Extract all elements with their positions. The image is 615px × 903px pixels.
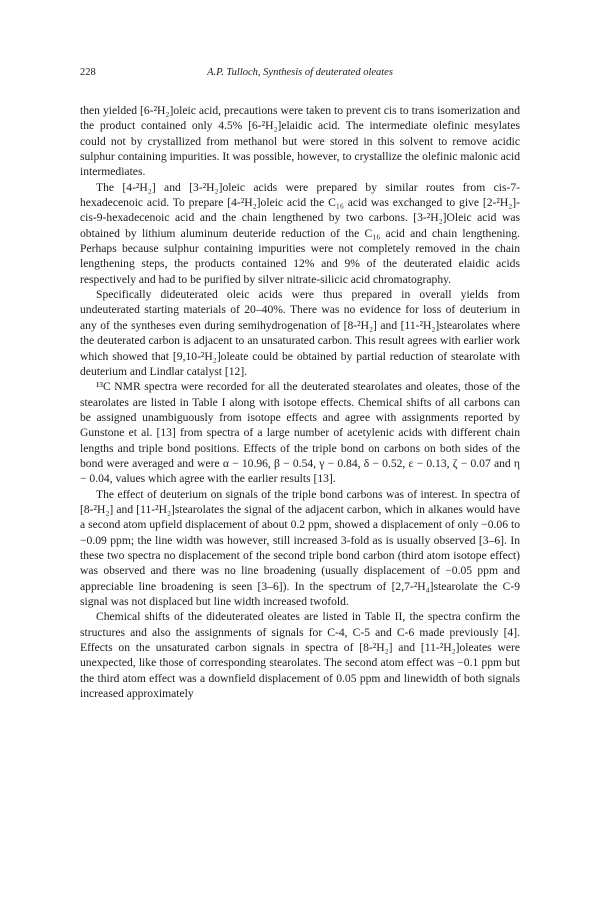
paragraph: then yielded [6-²H₂]oleic acid, precautions were taken to prevent cis to trans isomerization and the product contained only 4.5% [6-²H₂]elaidic acid. The intermediate olefinic mesylates could not by crystallized from methanol but were stored in this solvent to remove acidic sulphur containing impurities. It was possible, however, to crystallize the olefinic malonic acid intermediates. bbox=[80, 104, 520, 179]
paragraph: Specifically dideuterated oleic acids were thus prepared in overall yields from undeuterated starting materials of 20–40%. There was no evidence for loss of deuterium in any of the syntheses even during semihydrogenation of [8-²H₂] and [11-²H₂]stearolates where the deuterated carbon is adjacent to an unsaturated carbon. This result agrees with earlier work which showed that [9,10-²H₂]oleate could be obtained by partial reduction of stearolate with deuterium and Lindlar catalyst [12]. bbox=[80, 288, 520, 378]
paragraph: Chemical shifts of the dideuterated oleates are listed in Table II, the spectra confirm the structures and also the assignments of signals for C-4, C-5 and C-6 made previously [4]. Effects on the unsaturated carbon signals in spectra of [8-²H₂] and [11-²H₂]oleates were unexpected, like those of corresponding stearolates. The second atom effect was −0.1 ppm but the third atom effect was a downfield displacement of 0.05 ppm and linewidth of both signals increased approximately bbox=[80, 610, 520, 701]
paragraph: The effect of deuterium on signals of the triple bond carbons was of interest. In spectra of [8-²H₂] and [11-²H₂]stearolates the signal of the adjacent carbon, which in alkanes would have a second atom upfield displacement of about 0.2 ppm, showed a displacement of only −0.06 to −0.09 ppm; the line width was however, still increased 3-fold as is usually observed [3–6]. In these two spectra no displacement of the second triple bond carbon (third atom isotope effect) was observed and there was no line broadening (usually displacement of −0.05 ppm and appreciable line broadening is seen [3–6]). In the spectrum of [2,7-²H₄]stearolate the C-9 signal was not displaced but line width increased twofold. bbox=[80, 487, 520, 608]
running-title: A.P. Tulloch, Synthesis of deuterated oleates bbox=[207, 67, 393, 78]
paragraph: ¹³C NMR spectra were recorded for all the deuterated stearolates and oleates, those of the stearolates are listed in Table I along with isotope effects. Chemical shifts of all carbons can be assigned unambiguously from isotope effects and agree with assignments reported by Gunstone et al. [13] from spectra of a large number of acetylenic acids with different chain lengths and triple bond positions. Effects of the triple bond on carbons on both sides of the bond were averaged and were α − 10.96, β − 0.54, γ − 0.84, δ − 0.52, ε − 0.13, ζ − 0.07 and η − 0.04, values which agree with the earlier results [13]. bbox=[80, 380, 520, 486]
body-text bbox=[80, 103, 520, 701]
paragraph: The [4-²H₂] and [3-²H₂]oleic acids were prepared by similar routes from cis-7-hexadecenoic acid. To prepare [4-²H₂]oleic acid the C₁₆ acid was exchanged to give [2-²H₂]-cis-9-hexadecenoic acid and the chain lengthened by two carbons. [3-²H₂]Oleic acid was obtained by lithium aluminum deuteride reduction of the C₁₆ acid and chain lengthening. Perhaps because sulphur containing impurities were not completely removed in the chain lengthening steps, the products contained 12% and 9% of the deuterated elaidic acids respectively and had to be purified by silver nitrate-silicic acid chromatography. bbox=[80, 180, 520, 286]
page-number: 228 bbox=[80, 67, 96, 78]
